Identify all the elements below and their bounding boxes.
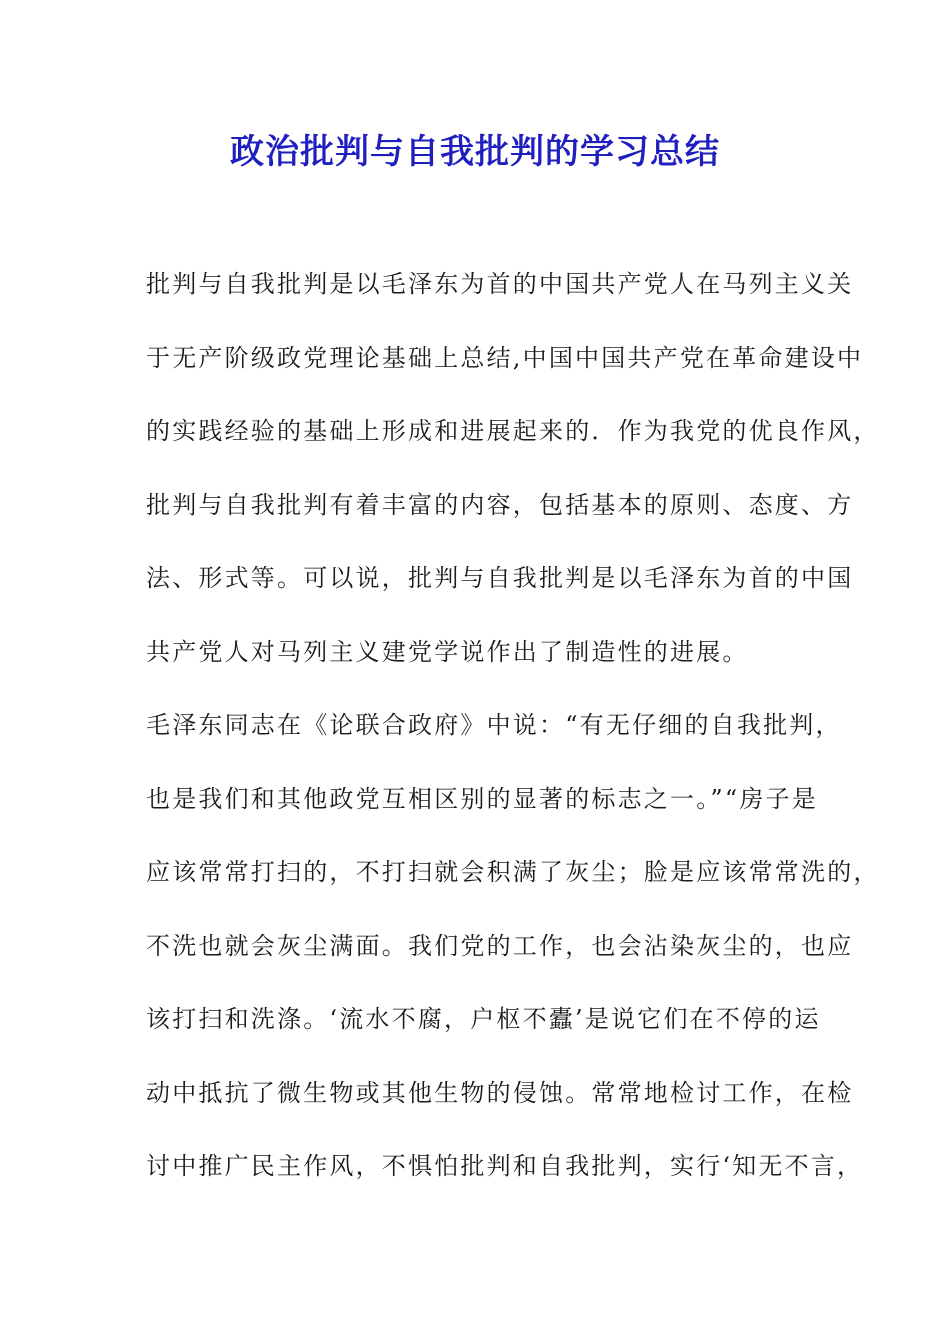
body-line: 也是我们和其他政党互相区别的显著的标志之一。”“房子是	[146, 784, 818, 813]
body-line: 毛泽东同志在《论联合政府》中说：“有无仔细的自我批判，	[146, 711, 842, 739]
body-line: 动中抵抗了微生物或其他生物的侵蚀。常常地检讨工作，在检	[146, 1078, 854, 1107]
body-line: 批判与自我批判是以毛泽东为首的中国共产党人在马列主义关	[146, 270, 854, 298]
body-line: 的实践经验的基础上形成和进展起来的．作为我党的优良作风，	[146, 417, 880, 445]
body-line: 该打扫和洗涤。‘流水不腐，户枢不蠹’是说它们在不停的运	[146, 1005, 821, 1033]
document-body	[146, 262, 880, 1218]
body-line: 于无产阶级政党理论基础上总结,中国中国共产党在革命建设中	[146, 343, 864, 372]
body-line: 法、形式等。可以说，批判与自我批判是以毛泽东为首的中国	[146, 564, 854, 592]
document-title: 政治批判与自我批判的学习总结	[230, 132, 720, 172]
body-line: 批判与自我批判有着丰富的内容，包括基本的原则、态度、方	[146, 490, 854, 519]
body-line: 讨中推广民主作风，不惧怕批判和自我批判，实行‘知无不言，	[146, 1152, 864, 1180]
body-line: 不洗也就会灰尘满面。我们党的工作，也会沾染灰尘的，也应	[146, 931, 854, 960]
body-line: 共产党人对马列主义建党学说作出了制造性的进展。	[146, 637, 749, 666]
body-line: 应该常常打扫的，不打扫就会积满了灰尘；脸是应该常常洗的，	[146, 858, 880, 886]
